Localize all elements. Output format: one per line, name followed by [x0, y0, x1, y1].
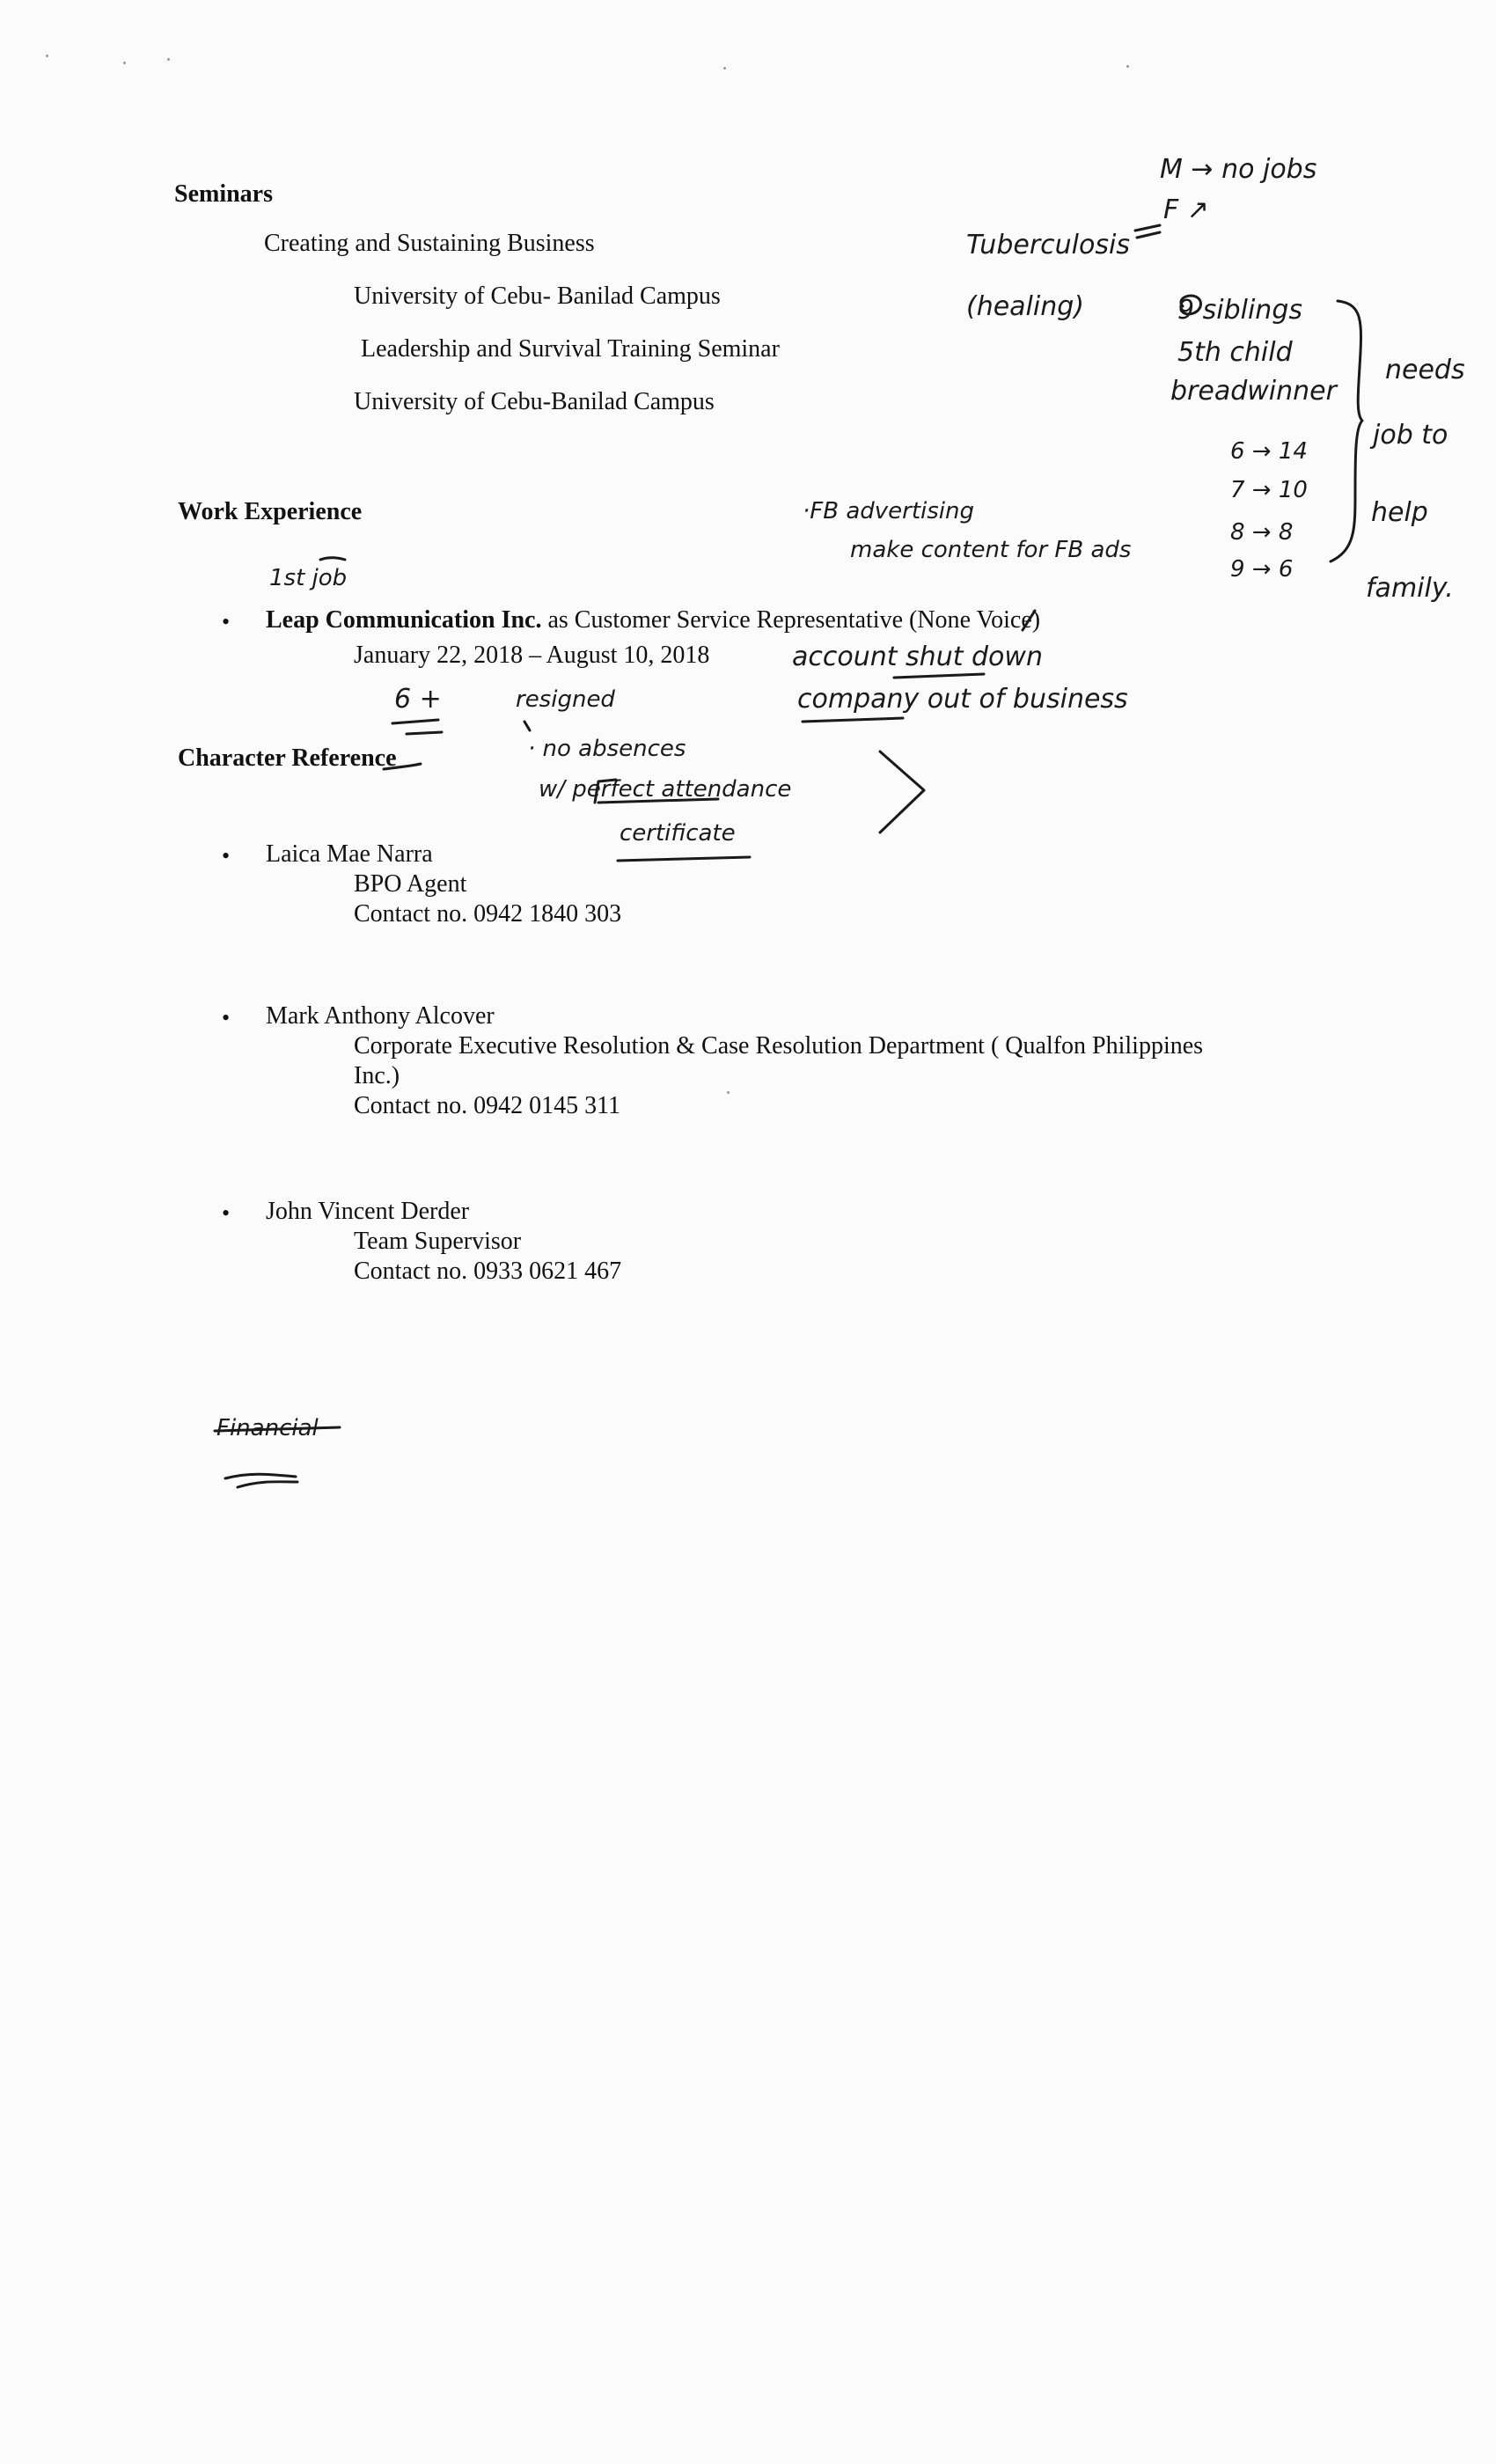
pen-bracket — [595, 780, 616, 803]
note-tuberculosis: Tuberculosis — [966, 230, 1130, 260]
reference-name: John Vincent Derder — [266, 1198, 470, 1225]
reference-detail: Contact no. 0933 0621 467 — [354, 1258, 622, 1285]
note-child: 5th child — [1177, 337, 1293, 368]
bullet: • — [222, 1200, 231, 1226]
company-name: Leap Communication Inc. — [266, 606, 542, 634]
reference-detail: Inc.) — [354, 1062, 400, 1089]
pen-stroke — [320, 558, 345, 560]
pen-scribble — [225, 1474, 297, 1487]
job-role-struck: e — [959, 606, 971, 634]
note-age: 9 → 6 — [1230, 556, 1294, 583]
seminar-venue: University of Cebu-Banilad Campus — [354, 388, 715, 415]
job-dates: January 22, 2018 – August 10, 2018 — [354, 642, 710, 669]
reference-name: Laica Mae Narra — [266, 840, 433, 868]
pen-underline — [894, 674, 984, 678]
pen-strike-e — [1023, 611, 1035, 630]
bullet: • — [222, 1005, 231, 1030]
note-no-absences: · no absences — [528, 736, 686, 762]
note-needs: needs — [1385, 355, 1465, 385]
bullet: • — [222, 843, 231, 869]
note-age: 6 → 14 — [1230, 438, 1308, 465]
pen-tick — [524, 722, 530, 730]
reference-detail: BPO Agent — [354, 870, 467, 898]
note-fb-content: make content for FB ads — [850, 537, 1132, 563]
note-perfect-attendance: w/ perfect attendance — [539, 776, 792, 803]
seminar-title: Creating and Sustaining Business — [264, 230, 595, 257]
bullet: • — [222, 609, 231, 634]
character-reference-heading: Character Reference — [178, 744, 397, 772]
note-siblings: 9 siblings — [1177, 295, 1302, 326]
note-needs: help — [1371, 497, 1428, 528]
reference-detail: Contact no. 0942 0145 311 — [354, 1092, 621, 1119]
note-father: F ↗ — [1163, 194, 1209, 225]
note-age: 8 → 8 — [1230, 519, 1294, 546]
reference-detail: Contact no. 0942 1840 303 — [354, 900, 622, 928]
note-mother-no-jobs: M → no jobs — [1160, 154, 1317, 185]
pen-underline — [618, 857, 750, 861]
pen-scribble — [1181, 296, 1201, 314]
note-first-job: 1st job — [269, 565, 348, 591]
pen-dash-stroke — [1135, 225, 1160, 231]
pen-underline — [384, 764, 421, 769]
note-company: company out of business — [797, 684, 1128, 715]
reference-name: Mark Anthony Alcover — [266, 1002, 495, 1030]
note-age: 7 → 10 — [1230, 477, 1308, 503]
note-struck-word: Financial — [216, 1415, 319, 1441]
note-account: account shut down — [792, 642, 1043, 672]
job-role-prefix: as Customer Service Representative (Non — [541, 606, 960, 634]
seminars-heading: Seminars — [174, 180, 273, 208]
note-needs: family. — [1366, 573, 1454, 604]
pen-underline — [392, 720, 438, 723]
note-breadwinner: breadwinner — [1170, 376, 1337, 407]
pen-curly-brace — [1331, 301, 1362, 561]
reference-detail: Corporate Executive Resolution & Case Resolution Department ( Qualfon Philippines — [354, 1032, 1204, 1060]
note-healing: (healing) — [966, 291, 1084, 322]
note-needs: job to — [1373, 420, 1448, 451]
note-fb-advertising: ·FB advertising — [803, 498, 974, 524]
note-resigned: resigned — [516, 686, 615, 713]
pen-underline — [598, 799, 718, 803]
seminar-venue: University of Cebu- Banilad Campus — [354, 282, 721, 310]
note-certificate: certificate — [620, 820, 736, 847]
note-six-months: 6 + — [394, 684, 442, 715]
pen-strike — [215, 1427, 340, 1431]
pen-underline — [803, 718, 903, 722]
work-experience-heading: Work Experience — [178, 498, 363, 525]
pen-arrow — [880, 752, 924, 832]
job-role-suffix: Voice) — [971, 606, 1041, 634]
pen-dash-stroke — [1137, 232, 1160, 238]
pen-underline — [407, 732, 442, 734]
seminar-title: Leadership and Survival Training Seminar — [361, 335, 780, 363]
reference-detail: Team Supervisor — [354, 1228, 522, 1255]
